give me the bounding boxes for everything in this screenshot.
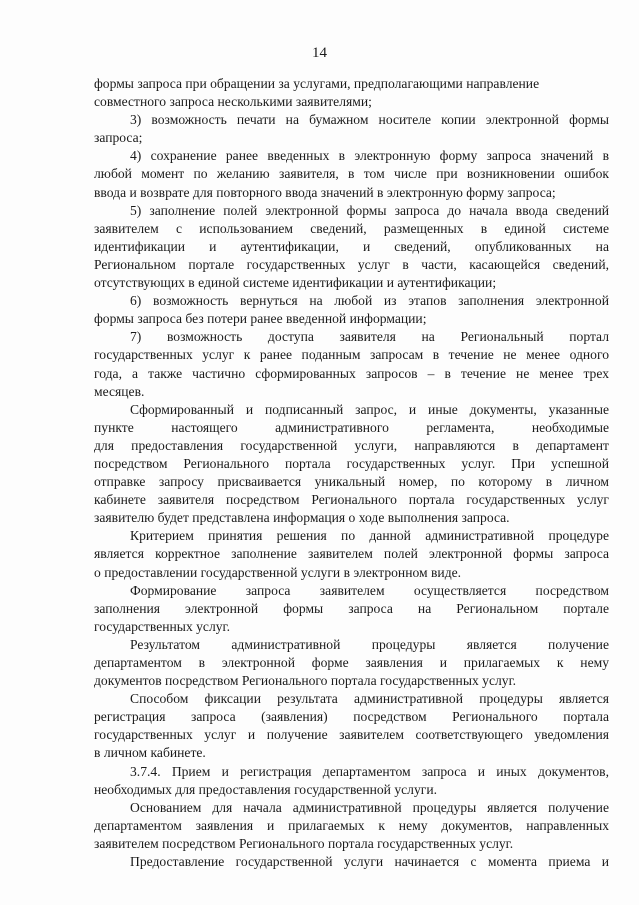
text-line: Сформированный и подписанный запрос, и иные документы, указанные — [130, 401, 609, 417]
text-line: идентификации и аутентификации, и сведений, опубликованных на — [94, 238, 609, 254]
text-line: заявителем посредством Регионального портала государственных услуг. — [94, 835, 514, 851]
text-line: Предоставление государственной услуги начинается с момента приема и — [130, 854, 609, 870]
page-number: 14 — [312, 45, 327, 61]
text-line: года, а также частично сформированных запросов – в течение не менее трех — [94, 365, 609, 381]
text-line: пункте настоящего административного регламента, необходимые — [94, 419, 609, 435]
text-line: Региональном портале государственных услуг в части, касающейся сведений, — [94, 256, 609, 272]
text-line: в личном кабинете. — [94, 745, 206, 761]
text-line: 4) сохранение ранее введенных в электронную форму запроса значений в — [130, 148, 609, 164]
text-line: документов посредством Регионального портала государственных услуг. — [94, 673, 517, 689]
text-line: является корректное заполнение заявителем полей электронной формы запроса — [94, 546, 609, 562]
text-line: формы запроса без потери ранее введенной информации; — [94, 311, 427, 327]
text-line: регистрация запроса (заявления) посредством Регионального портала — [94, 709, 609, 725]
text-line: государственных услуг и получение заявителем соответствующего уведомления — [94, 727, 609, 743]
text-line: о предоставлении государственной услуги в электронном виде. — [94, 564, 462, 580]
text-line: 3.7.4. Прием и регистрация департаментом запроса и иных документов, — [130, 763, 609, 779]
text-line: заполнения электронной формы запроса на Региональном портале — [94, 600, 609, 616]
text-line: Критерием принятия решения по данной административной процедуре — [130, 528, 609, 544]
text-line: Формирование запроса заявителем осуществляется посредством — [130, 582, 609, 598]
text-line: посредством Регионального портала государственных услуг. При успешной — [94, 455, 609, 471]
document-body — [94, 75, 609, 871]
text-line: государственных услуг к ранее поданным запросам в течение не менее одного — [94, 347, 609, 363]
text-line: 5) заполнение полей электронной формы запроса до начала ввода сведений — [130, 202, 609, 218]
text-line: отправке запросу присваивается уникальный номер, по которому в личном — [94, 474, 609, 490]
text-line: запроса; — [94, 130, 143, 146]
text-line: заявителем с использованием сведений, размещенных в единой системе — [94, 220, 609, 236]
text-line: месяцев. — [94, 383, 145, 399]
text-line: отсутствующих в единой системе идентификации и аутентификации; — [94, 275, 497, 291]
text-line: кабинете заявителя посредством Регионального портала государственных услуг — [94, 492, 609, 508]
text-line: формы запроса при обращении за услугами, предполагающими направление — [94, 76, 540, 91]
text-line: Способом фиксации результата административной процедуры является — [130, 691, 609, 707]
text-line: 3) возможность печати на бумажном носителе копии электронной формы — [130, 112, 609, 128]
text-line: 7) возможность доступа заявителя на Региональный портал — [130, 329, 609, 345]
text-line: заявителю будет представлена информация о ходе выполнения запроса. — [94, 510, 510, 526]
text-line: необходимых для предоставления государственной услуги. — [94, 781, 438, 797]
text-line: для предоставления государственной услуги, направляются в департамент — [94, 437, 609, 453]
text-line: 6) возможность вернуться на любой из этапов заполнения электронной — [130, 293, 609, 309]
text-line: Основанием для начала административной процедуры является получение — [130, 799, 609, 815]
text-line: государственных услуг. — [94, 618, 230, 634]
text-line: департаментом в электронной форме заявления и прилагаемых к нему — [94, 655, 609, 670]
text-line: департаментом заявления и прилагаемых к нему документов, направленных — [94, 817, 609, 833]
text-line: любой момент по желанию заявителя, в том числе при возникновении ошибок — [94, 166, 609, 182]
text-line: совместного запроса несколькими заявителями; — [94, 94, 372, 110]
text-line: Результатом административной процедуры является получение — [130, 636, 609, 652]
text-line: ввода и возврате для повторного ввода значений в электронную форму запроса; — [94, 184, 556, 200]
